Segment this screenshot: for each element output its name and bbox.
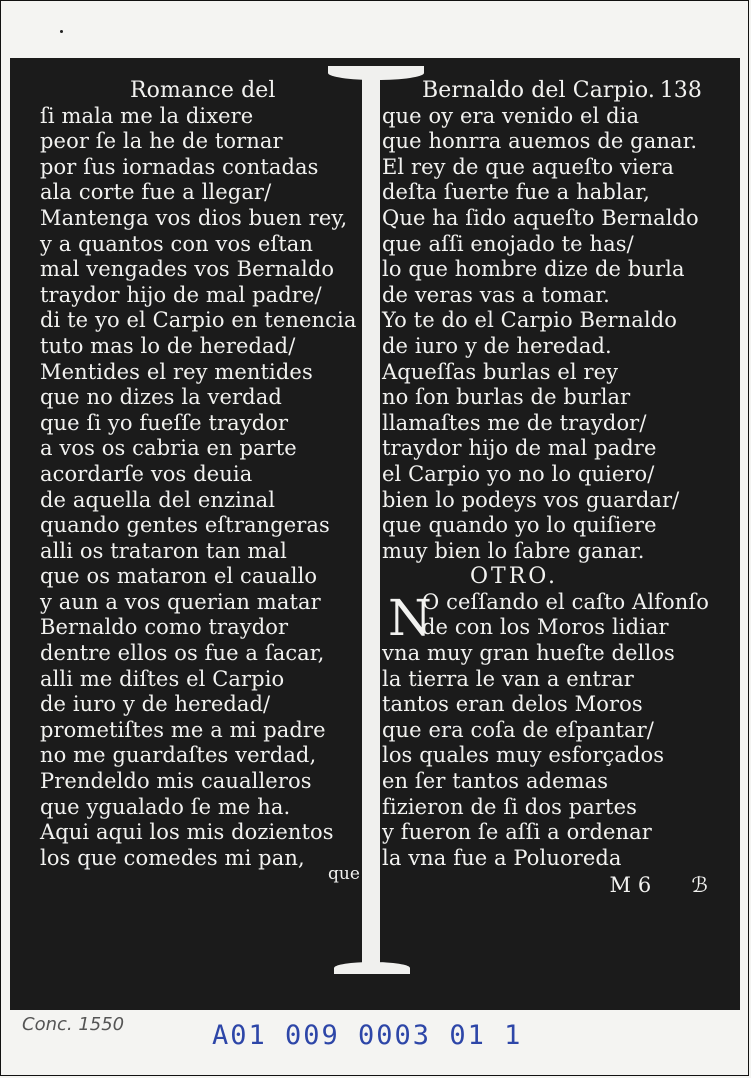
left-verse-line: prometiſtes me a mi padre [40,717,326,742]
catchword: que [328,864,360,884]
divider-shaft [362,74,380,964]
dropcap-block [382,588,722,647]
signature-mark [382,873,722,899]
signature-glyph: ℬ [691,873,708,898]
left-verse-line: Bernaldo como traydor [40,615,289,640]
right-verse-line: Yo te do el Carpio Bernaldo [382,308,678,333]
right-lines-2 [382,641,722,871]
right-verse-line: El rey de que aqueſto viera [382,154,675,179]
left-verse-line: ala corte fue a llegar/ [40,180,272,205]
right-verse-line: muy bien lo ſabre ganar. [382,538,645,563]
right-verse-line: llamaſtes me de traydor/ [382,410,647,435]
right-verse-line: tantos eran delos Moros [382,692,643,717]
left-verse-line: que os mataron el cauallo [40,564,318,589]
left-verse-line: de aquella del enzinal [40,487,276,512]
left-verse-line: alli os trataron tan mal [40,538,287,563]
left-verse-line: alli me diſtes el Carpio [40,666,285,691]
archive-code: A01 009 0003 01 1 [212,1020,523,1051]
right-verse-line: de veras vas a tomar. [382,282,610,307]
right-verse-line: y fueron ſe aſſi a ordenar [382,820,652,845]
right-column [382,78,722,899]
divider-bottom [334,962,410,974]
right-verse-line: el Carpio yo no lo quiero/ [382,461,655,486]
left-verse-line: que ſi yo fueſſe traydor [40,410,289,435]
left-verse-line: Prendeldo mis caualleros [40,769,312,794]
right-verse-line: que oy era venido el dia [382,103,640,128]
right-verse-line: en ſer tantos ademas [382,769,609,794]
right-verse-line: la tierra le van a entrar [382,666,634,691]
dropcap-line-1: O ceſſando el caſto Alfonſo [422,589,709,614]
right-verse-line: deſta ſuerte fue a hablar, [382,180,650,205]
left-verse-line: que no dizes la verdad [40,385,282,410]
left-verse-line: acordarſe vos deuia [40,461,253,486]
left-verse-line: Aqui aqui los mis dozientos [40,820,334,845]
signature-text: M 6 [609,873,652,898]
right-verse-line: los quales muy esforçados [382,743,665,768]
left-verse-line: mal vengades vos Bernaldo [40,257,335,282]
right-verse-line: traydor hijo de mal padre [382,436,657,461]
left-verse-line: ſi mala me la dixere [40,103,254,128]
left-verse-line: y aun a vos querian matar [40,589,321,614]
dropcap-letter: N [388,588,432,647]
left-verse-line: no me guardaſtes verdad, [40,743,317,768]
left-column [40,78,357,871]
right-verse-line: la vna fue a Poluoreda [382,845,622,870]
right-verse-line: de iuro y de heredad. [382,333,612,358]
left-verse-line: Mantenga vos dios buen rey, [40,205,348,230]
left-verse-line: traydor hijo de mal padre/ [40,282,322,307]
left-verse-line: di te yo el Carpio en tenencia [40,308,357,333]
right-verse-line: que aſſi enojado te has/ [382,231,634,256]
right-lines [382,104,722,565]
left-heading: Romance del [130,78,276,103]
speck [60,30,63,33]
left-verse-line: y a quantos con vos eſtan [40,231,314,256]
right-verse-line: que era coſa de eſpantar/ [382,717,654,742]
left-verse-line: de iuro y de heredad/ [40,692,271,717]
right-verse-line: no ſon burlas de burlar [382,385,631,410]
right-verse-line: Que ha ſido aqueſto Bernaldo [382,205,699,230]
left-verse-line: Mentides el rey mentides [40,359,313,384]
right-verse-line: que honrra auemos de ganar. [382,129,698,154]
right-verse-line: que quando yo lo quiſiere [382,513,657,538]
left-verse-line: quando gentes eſtrangeras [40,513,330,538]
folio-number: 138 [659,78,702,103]
left-verse-line: dentre ellos os fue a ſacar, [40,641,325,666]
scanned-page [10,58,740,1010]
running-title: Bernaldo del Carpio. [422,78,655,103]
left-verse-line: los que comedes mi pan, [40,845,305,870]
left-verse-line: que ygualado ſe me ha. [40,794,291,819]
right-verse-line: bien lo podeys vos guardar/ [382,487,680,512]
right-heading [382,78,722,104]
right-verse-line: vna muy gran hueſte dellos [382,641,675,666]
handwritten-note: Conc. 1550 [22,1014,125,1035]
right-verse-line: fizieron de ſi dos partes [382,794,637,819]
left-lines [40,103,357,872]
left-verse-line: tuto mas lo de heredad/ [40,333,296,358]
right-verse-line: lo que hombre dize de burla [382,257,685,282]
section-title: OTRO. [470,564,559,590]
left-verse-line: peor ſe la he de tornar [40,129,283,154]
left-verse-line: a vos os cabria en parte [40,436,297,461]
left-verse-line: por ſus iornadas contadas [40,154,319,179]
dropcap-line-2: de con los Moros lidiar [422,615,669,640]
right-verse-line: Aqueſſas burlas el rey [382,359,619,384]
